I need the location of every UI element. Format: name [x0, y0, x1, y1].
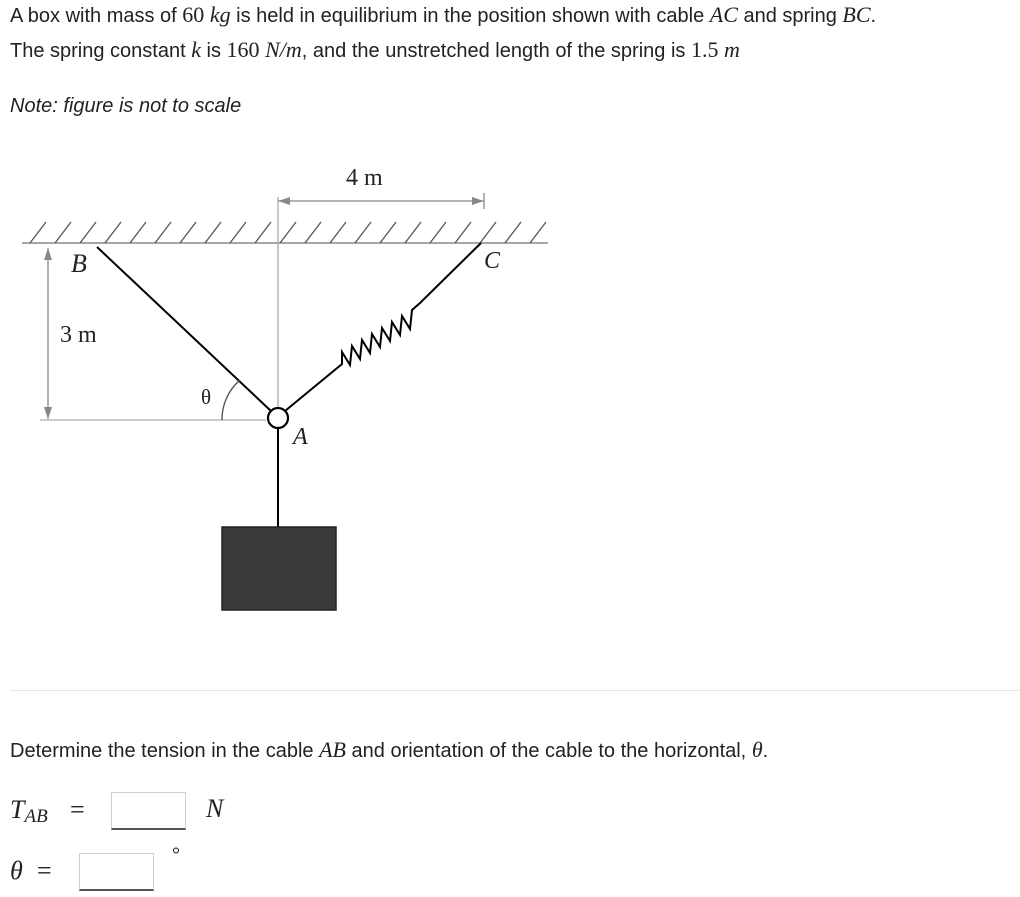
- point-c-label: C: [484, 248, 501, 274]
- theta-label: θ: [201, 385, 212, 409]
- question-text: .: [762, 740, 769, 762]
- ring-a: [268, 408, 288, 428]
- problem-text: is: [200, 40, 227, 62]
- problem-line-2: [10, 38, 740, 63]
- problem-text: .: [870, 5, 877, 27]
- section-divider: [10, 690, 1020, 691]
- cable-ab: [97, 247, 271, 411]
- spring-ac: [285, 243, 481, 411]
- problem-text: A box with mass of: [10, 5, 183, 27]
- theta-arc: [222, 380, 240, 420]
- question-text: and orientation of the cable to the horizontal,: [345, 740, 752, 762]
- ceiling-hatching: [30, 222, 546, 243]
- problem-text: The spring constant: [10, 40, 192, 62]
- question-line: [10, 738, 768, 763]
- problem-text: and spring: [737, 5, 843, 27]
- point-b-label: B: [71, 249, 87, 278]
- question-text: Determine the tension in the cable: [10, 740, 320, 762]
- point-a-label: A: [293, 424, 308, 450]
- degree-unit: °: [172, 844, 180, 866]
- tab-answer-input[interactable]: [111, 792, 186, 830]
- tab-unit: N: [206, 794, 224, 823]
- problem-text: is held in equilibrium in the position shown with cable: [230, 5, 710, 27]
- spring-constant-symbol: k: [191, 37, 201, 62]
- theta-answer-label: θ: [10, 856, 23, 885]
- equilibrium-figure: [0, 150, 600, 630]
- length-unit: m: [724, 37, 740, 62]
- spring-bc-label: BC: [842, 2, 871, 27]
- theta-equals: =: [37, 856, 52, 885]
- mass-unit: kg: [209, 2, 231, 27]
- spring-constant-unit: N/m: [265, 37, 302, 62]
- tab-label-sub: AB: [24, 806, 48, 827]
- tab-label: [10, 795, 48, 828]
- unstretched-length-value: 1.5: [690, 37, 719, 62]
- dimension-3m-label: 3 m: [60, 322, 97, 348]
- tab-equals: =: [70, 795, 85, 824]
- dimension-4m-label: 4 m: [346, 165, 383, 191]
- cable-ac-label: AC: [709, 2, 738, 27]
- spring-constant-value: 160: [226, 37, 260, 62]
- theta-symbol: θ: [751, 737, 763, 762]
- problem-text: , and the unstretched length of the spring is: [301, 40, 691, 62]
- dimension-4m: [278, 193, 484, 209]
- problem-line-1: [10, 3, 876, 28]
- cable-ab-label: AB: [319, 737, 346, 762]
- dimension-3m: [44, 248, 52, 419]
- hanging-box: [222, 527, 336, 610]
- theta-answer-input[interactable]: [79, 853, 154, 891]
- mass-value: 60: [182, 2, 205, 27]
- figure-note: Note: figure is not to scale: [10, 95, 242, 117]
- tab-label-main: T: [10, 795, 25, 824]
